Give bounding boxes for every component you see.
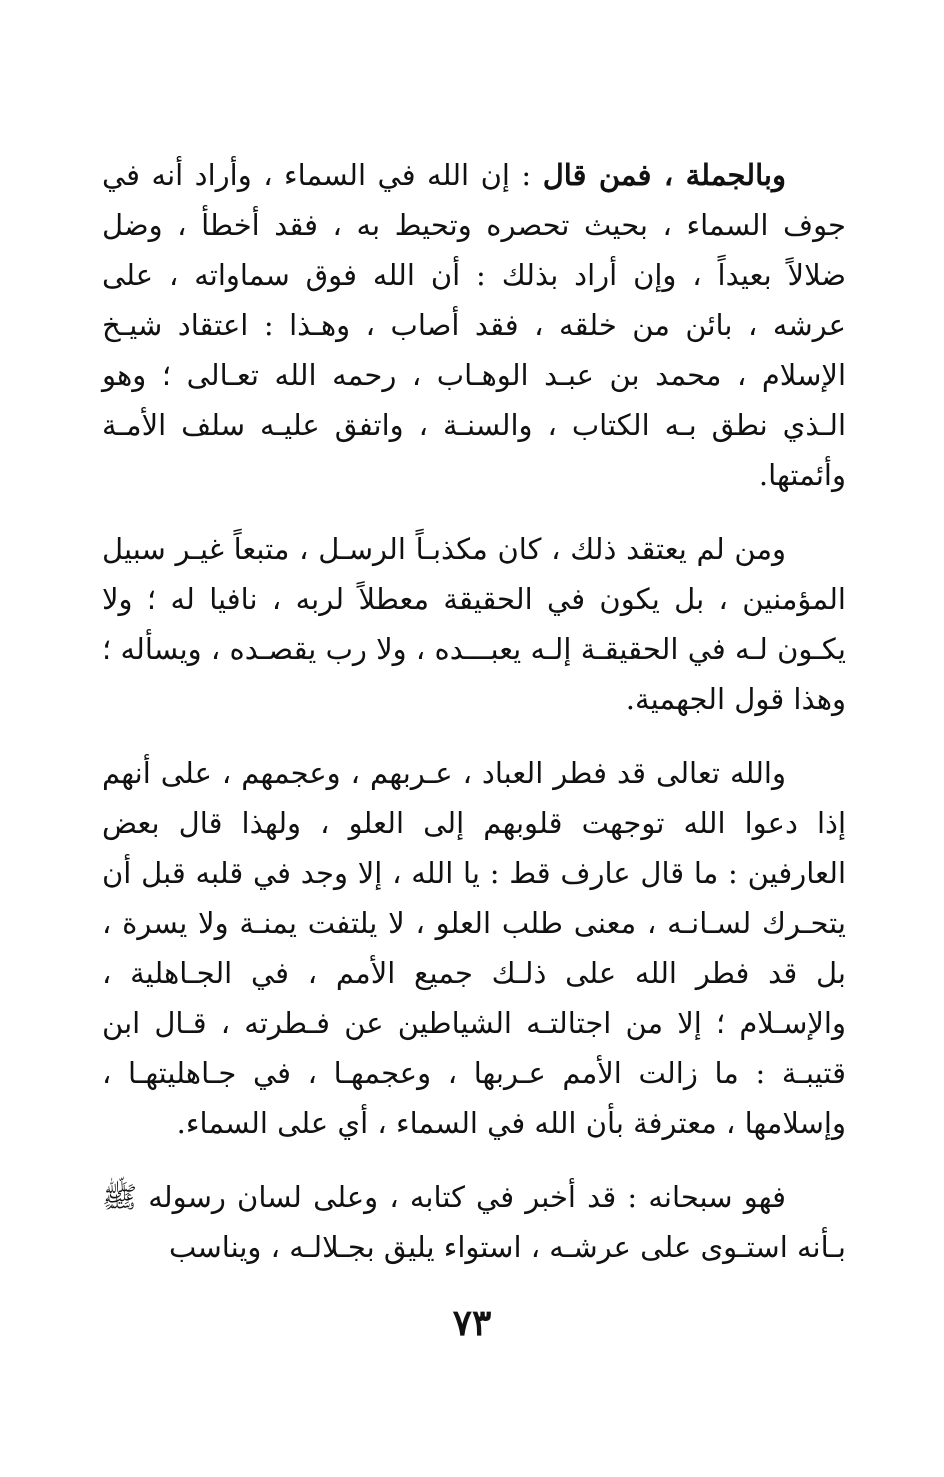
- page-number: ٧٣: [452, 1302, 492, 1344]
- paragraph-text: : إن الله في السماء ، وأراد أنه في جوف السماء ، بحيث تحصره وتحيط به ، فقد أخطأ ، وضل ضلالاً بعيداً ، وإن أراد بذلك : أن الله فوق سماواته ، على عرشه ، بائن من خلقه ، فقد أصاب ، وهـذا : اعتقاد شيـخ الإسلام ، محمد بن عبـد الوهـاب ، رحمه الله تعـالى ؛ وهو الـذي نطق بـه الكتاب ، والسنـة ، واتفق عليـه سلف الأمـة وأئمتها.: [102, 158, 846, 492]
- paragraph-1: [102, 150, 846, 500]
- paragraph-text: فهو سبحانه : قد أخبر في كتابه ، وعلى لسان رسوله ﷺ بـأنه استـوى على عرشـه ، استواء يليق بجـلالـه ، ويناسب: [102, 1180, 846, 1264]
- paragraph-3: [102, 748, 846, 1148]
- paragraph-text: والله تعالى قد فطر العباد ، عـربهم ، وعجمهم ، على أنهم إذا دعوا الله توجهت قلوبهم إلى العلو ، ولهذا قال بعض العارفين : ما قال عارف قط : يا الله ، إلا وجد في قلبه قبل أن يتحـرك لسـانـه ، معنى طلب العلو ، لا يلتفت يمنـة ولا يسرة ، بل قد فطر الله على ذلـك جميع الأمم ، في الجـاهلية ، والإسـلام ؛ إلا من اجتالتـه الشياطين عن فـطرته ، قـال ابن قتيبـة : ما زالت الأمم عـربها ، وعجمهـا ، في جـاهليتهـا ، وإسلامها ، معترفة بأن الله في السماء ، أي على السماء.: [102, 756, 846, 1140]
- paragraph-lead: وبالجملة ، فمن قال: [542, 158, 786, 192]
- paragraph-4: [102, 1172, 846, 1272]
- page-body: [102, 150, 846, 1272]
- paragraph-text: ومن لم يعتقد ذلك ، كان مكذبـاً الرسـل ، متبعاً غيـر سبيل المؤمنين ، بل يكون في الحقيقة معطلاً لربه ، نافيا له ؛ ولا يكـون لـه في الحقيقـة إلـه يعبـــده ، ولا رب يقصـده ، ويسأله ؛ وهذا قول الجهمية.: [102, 532, 846, 716]
- paragraph-2: [102, 524, 846, 724]
